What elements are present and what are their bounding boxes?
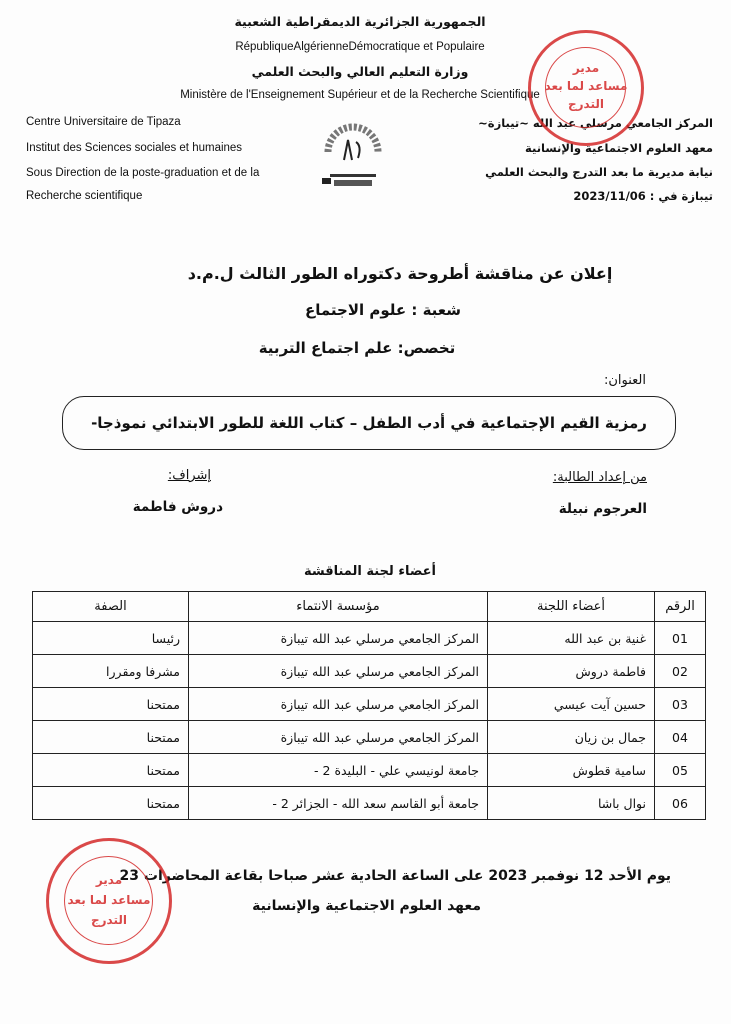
- table-row: [33, 787, 706, 820]
- header-left-line: Centre Universitaire de Tipaza: [26, 116, 181, 128]
- table-row: [33, 721, 706, 754]
- official-stamp-top: [528, 30, 644, 146]
- cell-role: ممتحنا: [33, 688, 189, 721]
- cell-institution: جامعة لونيسي علي - البليدة 2 -: [189, 754, 488, 787]
- table-header-row: [33, 592, 706, 622]
- official-stamp-bottom: [46, 838, 172, 964]
- cell-number: 01: [655, 622, 706, 655]
- stamp-text: مساعد لما بعد: [67, 893, 151, 907]
- cell-member: نوال باشا: [488, 787, 655, 820]
- republic-ar: الجمهورية الجزائرية الديمقراطية الشعبية: [234, 14, 486, 29]
- cell-member: سامية قطوش: [488, 754, 655, 787]
- thesis-title-box: [62, 396, 676, 450]
- thesis-title: رمزية القيم الإجتماعية في أدب الطفل – كتاب اللغة للطور الابتدائي نموذجا-: [91, 414, 647, 432]
- table-row: [33, 622, 706, 655]
- cell-number: 05: [655, 754, 706, 787]
- col-institution: مؤسسة الانتماء: [189, 592, 488, 622]
- cell-member: غنية بن عبد الله: [488, 622, 655, 655]
- branch: شعبة : علوم الاجتماع: [304, 301, 462, 319]
- header-right-line: نيابة مديرية ما بعد التدرج والبحث العلمي: [485, 165, 713, 179]
- republic-fr: RépubliqueAlgérienneDémocratique et Populaire: [235, 41, 485, 53]
- stamp-text: التدرج: [90, 913, 127, 927]
- student-name: العرجوم نبيلة: [558, 501, 647, 517]
- cell-institution: المركز الجامعي مرسلي عبد الله تيبازة: [189, 688, 488, 721]
- header-left-line: Recherche scientifique: [26, 190, 143, 202]
- cell-institution: جامعة أبو القاسم سعد الله - الجزائر 2 -: [189, 787, 488, 820]
- ministry-fr: Ministère de l'Enseignement Supérieur et de la Recherche Scientifique: [180, 89, 540, 101]
- cell-role: ممتحنا: [33, 754, 189, 787]
- cell-number: 06: [655, 787, 706, 820]
- ministry-ar: وزارة التعليم العالي والبحث العلمي: [251, 64, 469, 79]
- cell-institution: المركز الجامعي مرسلي عبد الله تيبازة: [189, 622, 488, 655]
- col-role: الصفة: [33, 592, 189, 622]
- cell-role: مشرفا ومقررا: [33, 655, 189, 688]
- cell-number: 02: [655, 655, 706, 688]
- supervisor-name: دروش فاطمة: [132, 499, 223, 515]
- title-label: العنوان:: [603, 373, 646, 388]
- cell-number: 03: [655, 688, 706, 721]
- defense-institute: معهد العلوم الاجتماعية والإنسانية: [252, 898, 481, 914]
- supervisor-label: إشراف:: [167, 468, 211, 483]
- header-right-line: المركز الجامعي مرسلي عبد الله ~تيبازة~: [478, 116, 713, 130]
- header-date: تيبازة في : 2023/11/06: [573, 189, 713, 203]
- cell-member: فاطمة دروش: [488, 655, 655, 688]
- stamp-text: مدير: [572, 61, 600, 75]
- committee-heading: أعضاء لجنة المناقشة: [303, 564, 437, 579]
- col-members: أعضاء اللجنة: [488, 592, 655, 622]
- cell-role: ممتحنا: [33, 787, 189, 820]
- committee-table: [32, 591, 706, 820]
- cell-number: 04: [655, 721, 706, 754]
- stamp-text: مساعد لما بعد: [544, 79, 628, 93]
- stamp-text: التدرج: [567, 97, 604, 111]
- col-number: الرقم: [655, 592, 706, 622]
- stamp-text: مدير: [95, 873, 123, 887]
- cell-member: جمال بن زيان: [488, 721, 655, 754]
- cell-role: رئيسا: [33, 622, 189, 655]
- cell-role: ممتحنا: [33, 721, 189, 754]
- defense-datetime: يوم الأحد 12 نوفمبر 2023 على الساعة الحادية عشر صباحا بقاعة المحاضرات 23: [119, 868, 671, 884]
- header-left-line: Sous Direction de la poste-graduation et de la: [26, 167, 260, 179]
- university-logo: [322, 112, 384, 194]
- table-row: [33, 754, 706, 787]
- cell-member: حسين آيت عيسي: [488, 688, 655, 721]
- table-row: [33, 655, 706, 688]
- header-left-line: Institut des Sciences sociales et humaines: [26, 142, 243, 154]
- header-right-line: معهد العلوم الاجتماعية والإنسانية: [525, 141, 713, 155]
- table-row: [33, 688, 706, 721]
- cell-institution: المركز الجامعي مرسلي عبد الله تيبازة: [189, 655, 488, 688]
- student-label: من إعداد الطالبة:: [552, 470, 647, 485]
- cell-institution: المركز الجامعي مرسلي عبد الله تيبازة: [189, 721, 488, 754]
- announcement-title: إعلان عن مناقشة أطروحة دكتوراه الطور الثالث ل.م.د: [187, 264, 613, 283]
- specialty: تخصص: علم اجتماع التربية: [258, 339, 456, 357]
